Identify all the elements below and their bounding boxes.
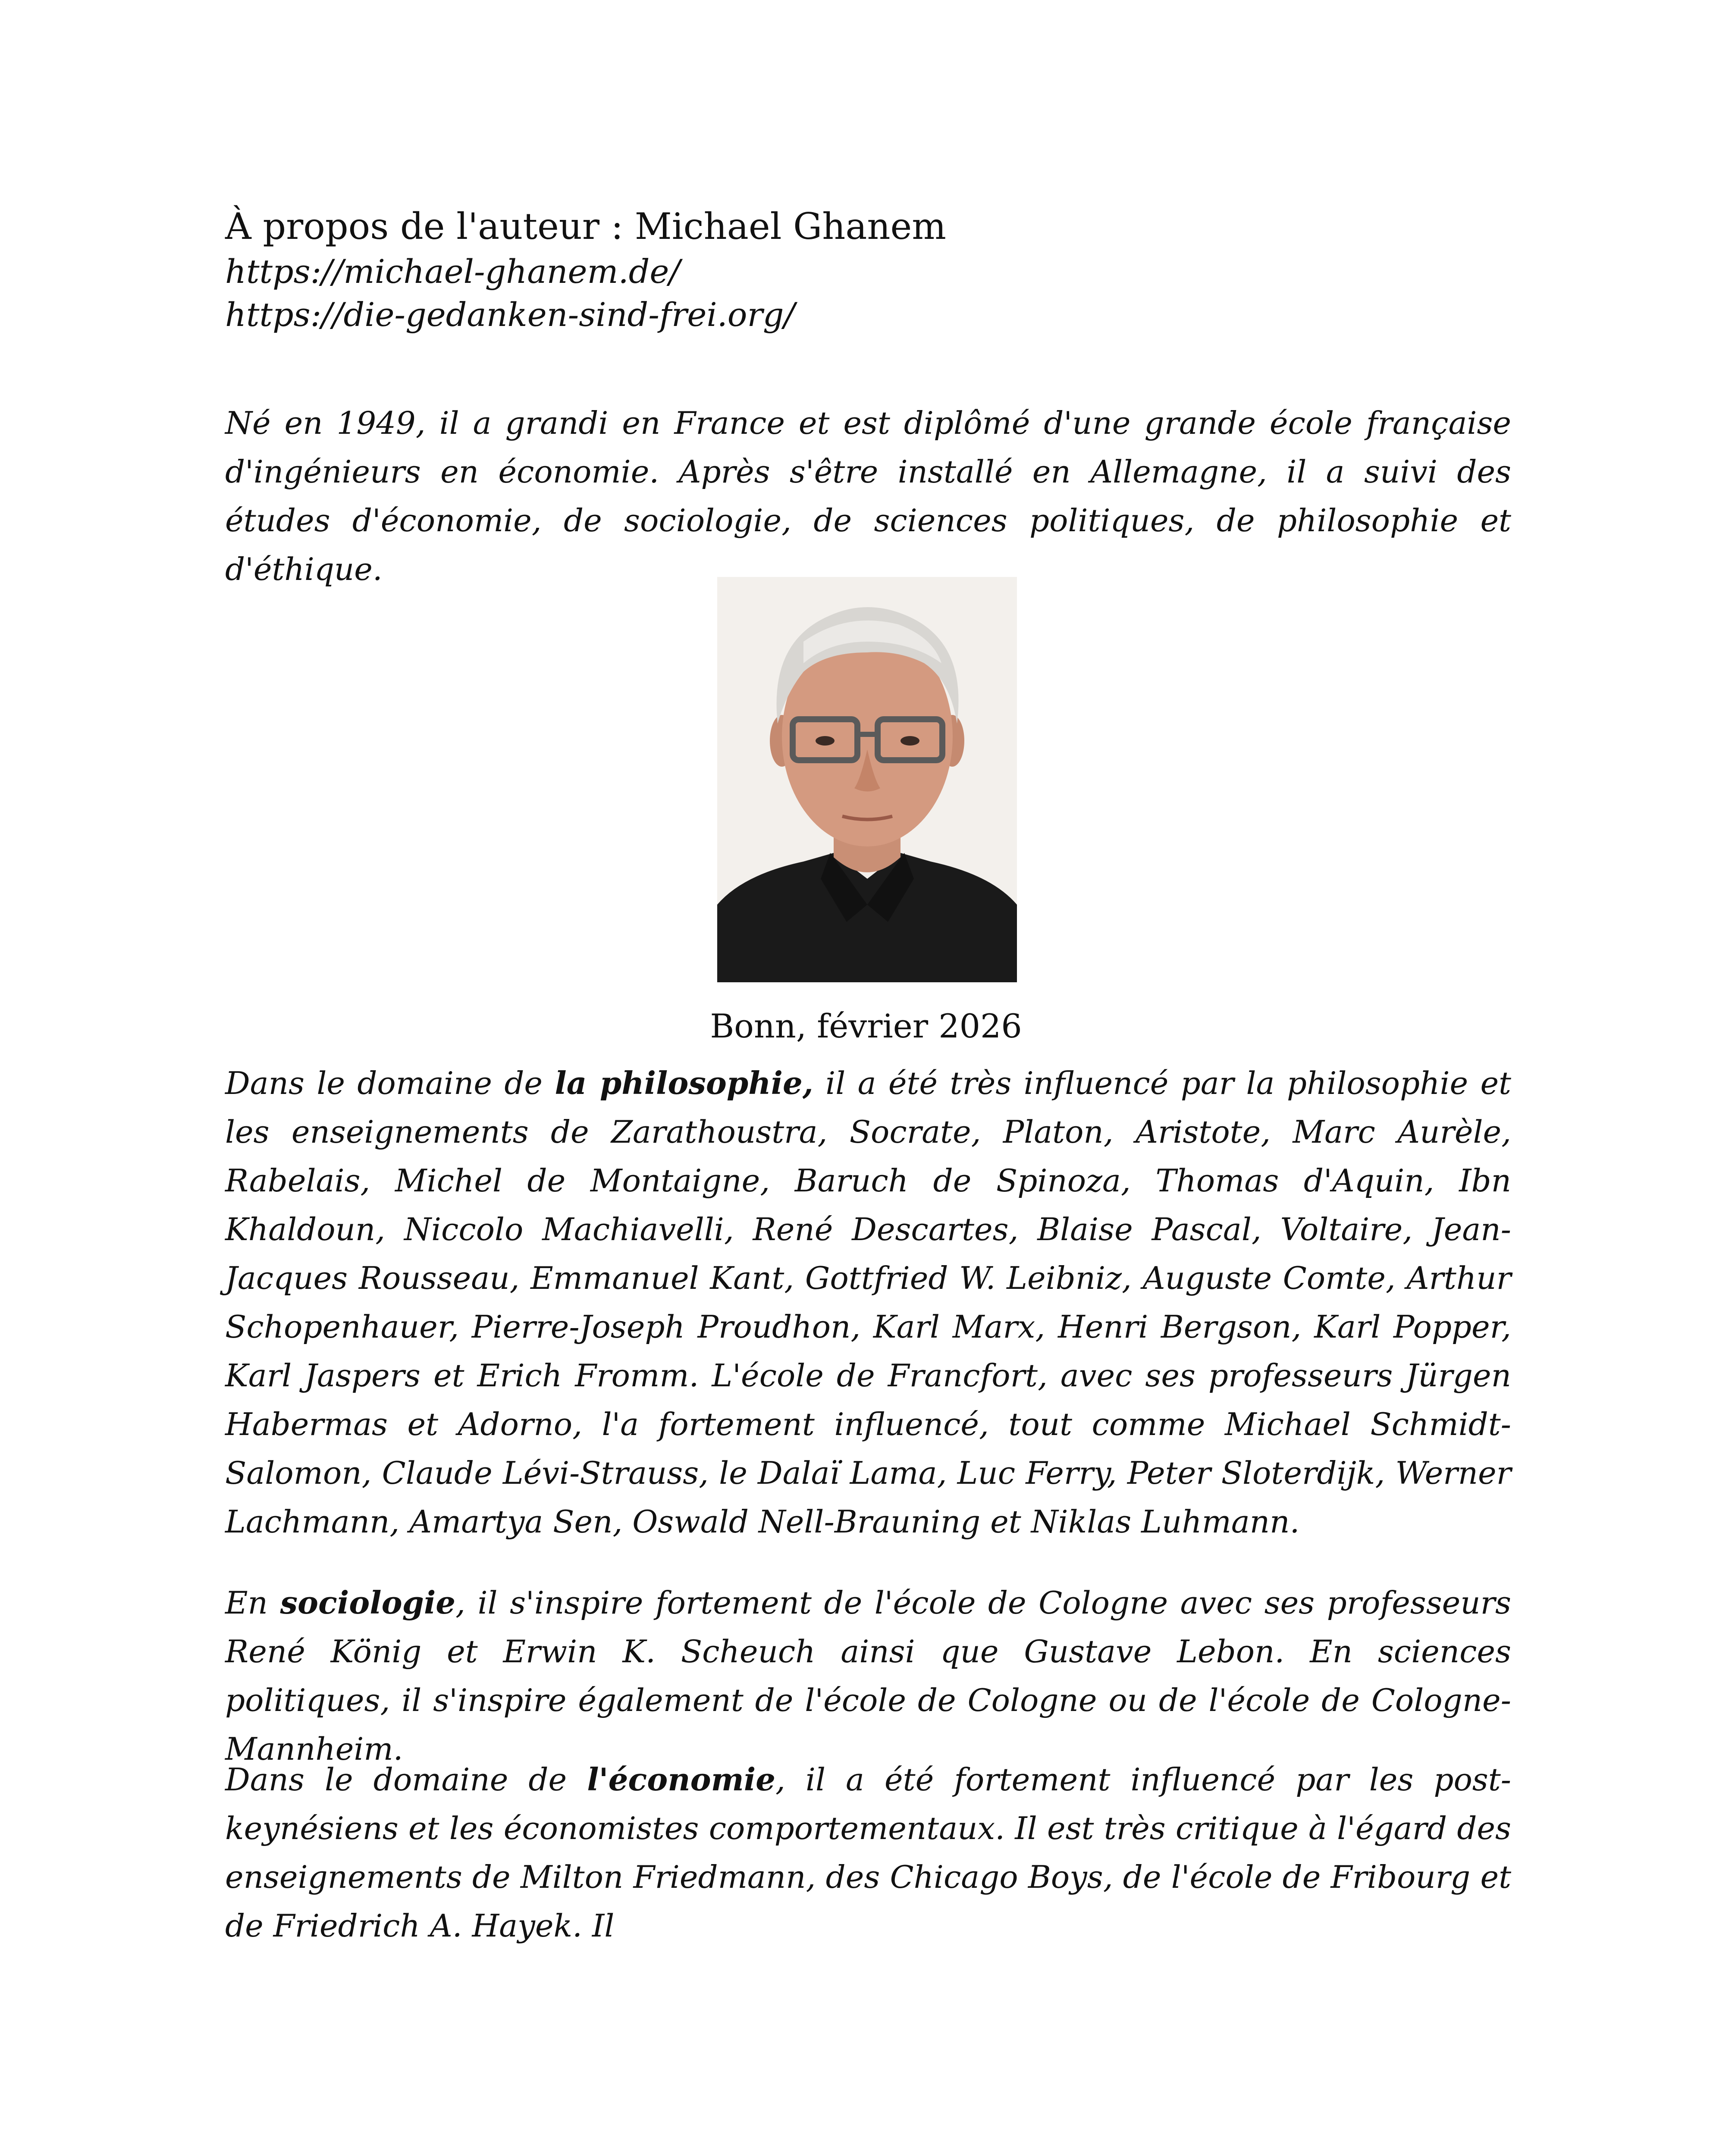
website-link-1[interactable]: https://michael-ghanem.de/ <box>225 252 680 291</box>
economy-text: , il a été fortement influencé par les post-keynésiens et les économistes comportementaux. Il est très critique à l'égard des enseignements de Milton Friedmann, des Chicago Boys, de l'école de Fribourg et de Friedrich A. Hayek. Il <box>225 1761 1512 1944</box>
philosophy-prefix: Dans le domaine de <box>225 1065 555 1101</box>
economy-keyword: l'économie <box>587 1761 775 1798</box>
page-title: À propos de l'auteur : Michael Ghanem <box>225 205 946 248</box>
sociology-prefix: En <box>225 1585 280 1621</box>
website-link-2[interactable]: https://die-gedanken-sind-frei.org/ <box>225 295 795 334</box>
philosophy-paragraph <box>225 1059 1511 1546</box>
economy-paragraph <box>225 1755 1511 1950</box>
intro-section <box>225 399 1511 594</box>
philosophy-section <box>225 1059 1511 1546</box>
intro-paragraph: Né en 1949, il a grandi en France et est diplômé d'une grande école française d'ingénieurs en économie. Après s'être installé en Allemagne, il a suivi des études d'économie, de sociologie, de sciences politiques, de philosophie et d'éthique. <box>225 405 1511 587</box>
sociology-section <box>225 1578 1511 1774</box>
philosophy-keyword: la philosophie, <box>555 1065 813 1101</box>
economy-section <box>225 1755 1511 1950</box>
photo-caption: Bonn, février 2026 <box>710 1007 1022 1045</box>
sociology-keyword: sociologie <box>280 1584 456 1621</box>
sociology-paragraph <box>225 1578 1511 1774</box>
sociology-text: , il s'inspire fortement de l'école de Cologne avec ses professeurs René König et Erwin K. Scheuch ainsi que Gustave Lebon. En sciences politiques, il s'inspire également de l'école de Cologne ou de l'école de Cologne-Mannheim. <box>225 1585 1511 1767</box>
philosophy-text: il a été très influencé par la philosophie et les enseignements de Zarathoustra, Socrate, Platon, Aristote, Marc Aurèle, Rabelais, Michel de Montaigne, Baruch de Spinoza, Thomas d'Aquin, Ibn Khaldoun, Niccolo Machiavelli, René Descartes, Blaise Pascal, Voltaire, Jean-Jacques Rousseau, Emmanuel Kant, Gottfried W. Leibniz, Auguste Comte, Arthur Schopenhauer, Pierre-Joseph Proudhon, Karl Marx, Henri Bergson, Karl Popper, Karl Jaspers et Erich Fromm. L'école de Francfort, avec ses professeurs Jürgen Habermas et Adorno, l'a fortement influencé, tout comme Michael Schmidt-Salomon, Claude Lévi-Strauss, le Dalaï Lama, Luc Ferry, Peter Sloterdijk, Werner Lachmann, Amartya Sen, Oswald Nell-Brauning et Niklas Luhmann. <box>225 1065 1511 1540</box>
author-portrait-photo <box>717 577 1017 982</box>
economy-prefix: Dans le domaine de <box>225 1761 587 1798</box>
portrait-illustration <box>717 577 1017 982</box>
